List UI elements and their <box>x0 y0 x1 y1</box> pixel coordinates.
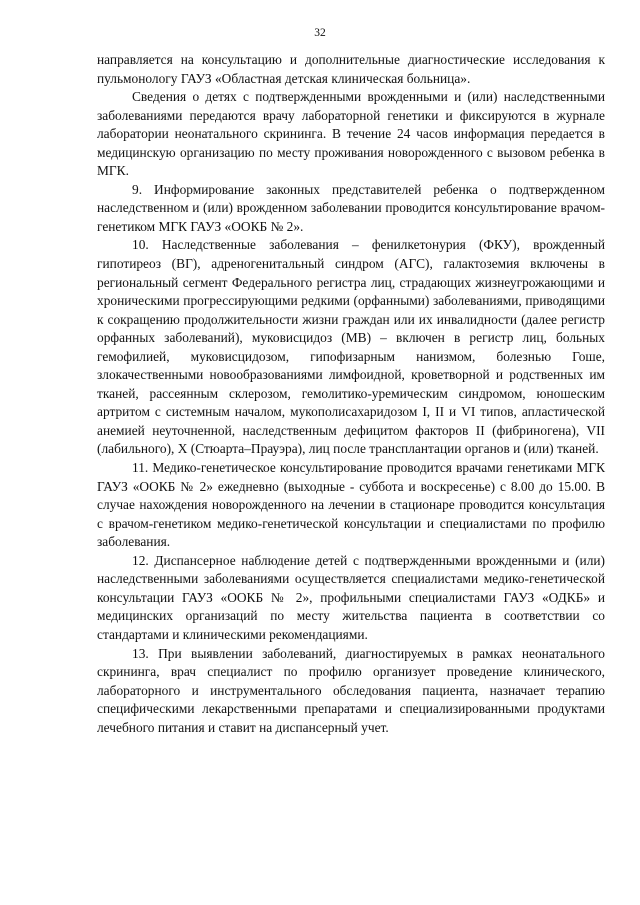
page-number: 32 <box>314 27 326 39</box>
body-text <box>97 51 605 737</box>
paragraph-item-10: 10. Наследственные заболевания – фенилкетонурия (ФКУ), врожденный гипотиреоз (ВГ), адреногенитальный синдром (АГС), галактоземия включены в региональный сегмент Федерального регистра лиц, страдающих жизнеугрожающими и хроническими прогрессирующими редкими (орфанными) заболеваниями, приводящими к сокращению продолжительности жизни граждан или их инвалидности (далее регистр орфанных заболеваний), муковисцидоз (МВ) – включен в регистр лиц, больных гемофилией, муковисцидозом, гипофизарным нанизмом, болезнью Гоше, злокачественными новообразованиями лимфоидной, кроветворной и родственных им тканей, рассеянным склерозом, гемолитико-уремическим синдромом, юношеским артритом с системным началом, мукополисахаридозом I, II и VI типов, апластической анемией неуточненной, наследственным дефицитом факторов II (фибриногена), VII (лабильного), X (Стюарта–Прауэра), лиц после трансплантации органов и (или) тканей. <box>97 237 605 457</box>
paragraph-item-13: 13. При выявлении заболеваний, диагностируемых в рамках неонатального скрининга, врач специалист по профилю организует проведение клинического, лабораторного и инструментального обследования пациента, назначает терапию специфическими лекарственными препаратами и специализированными продуктами лечебного питания и ставит на диспансерный учет. <box>97 645 605 735</box>
paragraph-item-12: 12. Диспансерное наблюдение детей с подтвержденными врожденными и (или) наследственными заболеваниями осуществляется специалистами медико-генетической консультации ГАУЗ «ООКБ № 2», профильными специалистами ГАУЗ «ОДКБ» и медицинских организаций по месту жительства пациента в соответствии со стандартами и клиническими рекомендациями. <box>97 552 605 642</box>
paragraph-item-9: 9. Информирование законных представителей ребенка о подтвержденном наследственном и (или) врожденном заболевании проводится консультирование врачом-генетиком МГК ГАУЗ «ООКБ № 2». <box>97 181 605 234</box>
paragraph-genetics-data: Сведения о детях с подтвержденными врожденными и (или) наследственными заболеваниями передаются врачу лабораторной генетики и фиксируются в журнале лаборатории неонатального скрининга. В течение 24 часов информация передается в медицинскую организацию по месту проживания новорожденного с вызовом ребенка в МГК. <box>97 89 605 179</box>
paragraph-continuation: направляется на консультацию и дополнительные диагностические исследования к пульмонологу ГАУЗ «Областная детская клиническая больница». <box>97 52 605 86</box>
paragraph-item-11: 11. Медико-генетическое консультирование проводится врачами генетиками МГК ГАУЗ «ООКБ № 2» ежедневно (выходные - суббота и воскресенье) с 8.00 до 15.00. В случае нахождения новорожденного на лечении в стационаре проводится консультация с врачом-генетиком медико-генетической консультации и специалистами по профилю заболевания. <box>97 460 605 550</box>
